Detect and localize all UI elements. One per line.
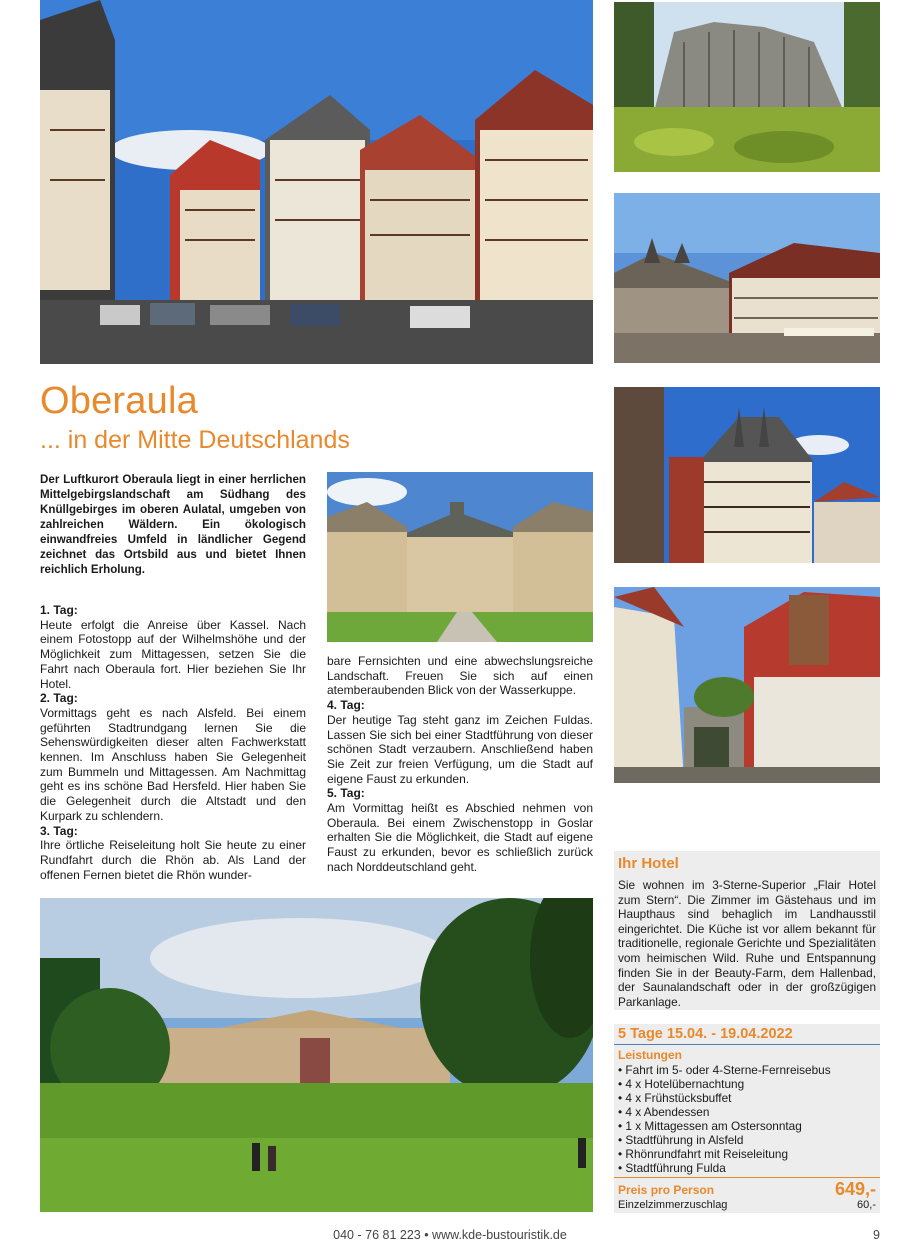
- hotel-heading: Ihr Hotel: [618, 855, 679, 872]
- day3-heading: 3. Tag:: [40, 823, 78, 838]
- day1-text: Heute erfolgt die Anreise über Kassel. Nach einem Fotostopp auf der Wilhelmshöhe und der Möglichkeit zum Mittagessen, setzen Sie die Fahrt nach Oberaula fort. Hier beziehen Sie Ihr Hotel.: [40, 617, 306, 691]
- services-label: Leistungen: [618, 1048, 683, 1062]
- page-subtitle: ... in der Mitte Deutschlands: [40, 426, 350, 454]
- price-label: Preis pro Person: [618, 1183, 715, 1197]
- service-item: • 4 x Frühstücksbuffet: [618, 1091, 880, 1105]
- day5-text: Am Vormittag heißt es Abschied nehmen von Oberaula. Bei einem Zwischenstopp in Goslar erhalten Sie die Möglichkeit, die Stadt auf eigene Faust zu erkunden, bevor es schließlich zurück nach Norddeutschland geht.: [327, 801, 593, 874]
- service-item: • Rhönrundfahrt mit Reiseleitung: [618, 1147, 880, 1161]
- photo-kassel-wilhelmshoehe-palace: [40, 898, 593, 1212]
- tour-dates-heading: 5 Tage 15.04. - 19.04.2022: [614, 1024, 880, 1045]
- day4-heading: 4. Tag:: [327, 698, 365, 713]
- day1-heading: 1. Tag:: [40, 603, 78, 617]
- photo-alsfeld-market-square: [40, 0, 593, 364]
- service-item: • Stadtführung in Alsfeld: [618, 1133, 880, 1147]
- day3-text-part1: Ihre örtliche Reiseleitung holt Sie heute zu einer Rundfahrt durch die Rhön ab. Als Land der offenen Fernen bietet die Rhön wunder-: [40, 838, 306, 882]
- day3-text-part2: bare Fernsichten und eine abwechslungsreiche Landschaft. Freuen Sie sich auf einen atemberaubenden Blick von der Wasserkuppe.: [327, 654, 593, 698]
- service-item: • 1 x Mittagessen am Ostersonntag: [618, 1119, 880, 1133]
- day4-text: Der heutige Tag steht ganz im Zeichen Fuldas. Lassen Sie sich bei einer Stadtführung von dieser schönen Stadt verzaubern. Anschließend haben Sie Zeit zur freien Verfügung, um die Stadt auf eigene Faust zu erkunden.: [327, 712, 593, 786]
- day2-text: Vormittags geht es nach Alsfeld. Bei einem geführten Stadtrundgang lernen Sie die Sehenswürdigkeiten dieser alten Fachwerkstatt kennen. Im Anschluss haben Sie Gelegenheit zum Bummeln und Mittagessen. Am Nachmittag geht es ins schöne Bad Hersfeld. Hier haben Sie die Gelegenheit durch die Altstadt und den Kurpark zu schlendern.: [40, 705, 306, 823]
- day2-heading: 2. Tag:: [40, 691, 78, 706]
- service-item: • 4 x Abendessen: [618, 1105, 880, 1119]
- service-item: • Fahrt im 5- oder 4-Sterne-Fernreisebus: [618, 1063, 880, 1077]
- itinerary-column-1: [40, 603, 306, 882]
- price-row: [614, 1177, 880, 1211]
- price-value: 649,-: [834, 1179, 876, 1199]
- service-item: • Stadtführung Fulda: [618, 1161, 880, 1175]
- itinerary-column-2: [327, 654, 593, 875]
- hotel-text: Sie wohnen im 3-Sterne-Superior „Flair Hotel zum Stern“. Die Zimmer im Gästehaus und im Haupthaus sind behaglich im Landhausstil eingerichtet. Die Küche ist vor allem bekannt für traditionelle, regionale Gerichte und Spezialitäten vom heimischen Wild. Ruhe und Entspannung finden Sie in der Beauty-Farm, dem Hallenbad, der Saunalandschaft oder in der großzügigen Parkanlage.: [618, 878, 876, 1009]
- photo-half-timbered-lane: [614, 587, 880, 783]
- photo-rocky-moss-landscape: [614, 2, 880, 172]
- single-room-label: Einzelzimmerzuschlag: [618, 1199, 728, 1211]
- services-list: [618, 1063, 880, 1175]
- photo-goslar-market: [614, 193, 880, 363]
- photo-alsfeld-townhall: [614, 387, 880, 563]
- intro-paragraph: Der Luftkurort Oberaula liegt in einer herrlichen Mittelgebirgslandschaft am Südhang des Knüllgebirges im oberen Aulatal, umgeben von zahlreichen Wäldern. Ein ökologisch einwandfreies Umfeld in ländlicher Gegend zeichnet das Ortsbild aus und bietet Ihnen reichlich Erholung.: [40, 473, 306, 576]
- service-item: • 4 x Hotelübernachtung: [618, 1077, 880, 1091]
- page-number: 9: [873, 1228, 880, 1242]
- page-title: Oberaula: [40, 380, 198, 422]
- photo-fulda-palace: [327, 472, 593, 642]
- day5-heading: 5. Tag:: [327, 786, 365, 801]
- footer-contact: 040 - 76 81 223 • www.kde-bustouristik.de: [333, 1228, 567, 1242]
- single-room-value: 60,-: [857, 1199, 876, 1211]
- hotel-info-box: [614, 851, 880, 1010]
- tour-details-box: [614, 1024, 880, 1213]
